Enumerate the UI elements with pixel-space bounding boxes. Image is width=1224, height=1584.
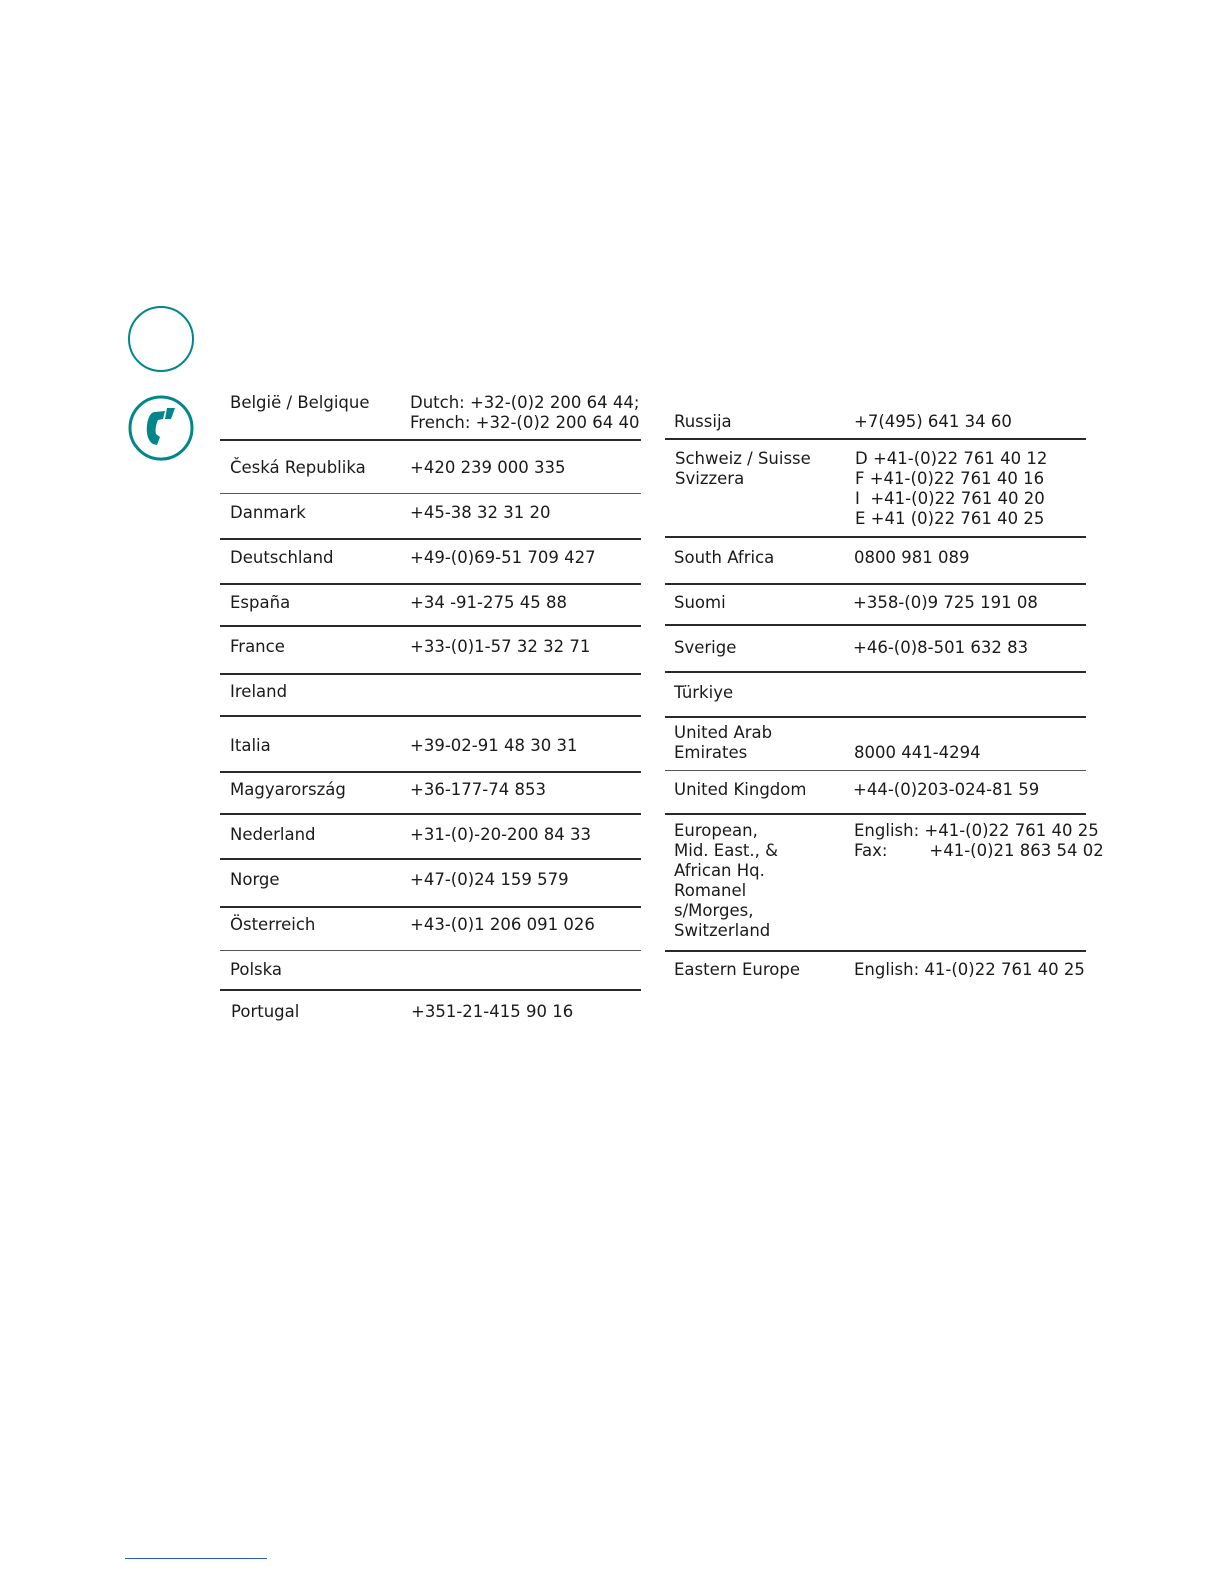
row-divider [665, 583, 1086, 585]
country-label: United Arab Emirates [674, 723, 773, 762]
phone-number: +420 239 000 335 [410, 458, 566, 477]
phone-number: +7(495) 641 34 60 [854, 412, 1012, 431]
phone-number: 0800 981 089 [854, 548, 970, 567]
empty-circle-icon [128, 306, 194, 372]
country-label: Italia [230, 736, 271, 755]
row-divider [220, 989, 641, 991]
country-label: Nederland [230, 825, 316, 844]
phone-number: +47-(0)24 159 579 [410, 870, 569, 889]
country-label: European, Mid. East., & African Hq. Romanel s/Morges, Switzerland [674, 821, 778, 940]
country-label: Schweiz / Suisse Svizzera [675, 449, 811, 488]
row-divider [220, 673, 641, 675]
country-label: España [230, 593, 291, 612]
phone-number: +44-(0)203-024-81 59 [853, 780, 1040, 799]
country-label: Magyarország [230, 780, 346, 799]
country-label: Danmark [230, 503, 306, 522]
row-divider [220, 813, 641, 815]
country-label: Suomi [674, 593, 726, 612]
phone-number: +33-(0)1-57 32 32 71 [410, 637, 591, 656]
row-divider [220, 950, 641, 951]
country-label: Polska [230, 960, 283, 979]
country-label: Sverige [674, 638, 737, 657]
country-label: Ireland [230, 682, 288, 701]
country-label: Österreich [230, 915, 316, 934]
row-divider [220, 906, 641, 908]
country-label: France [230, 637, 285, 656]
country-label: Türkiye [674, 683, 734, 702]
row-divider [665, 536, 1086, 538]
phone-number: English: +41-(0)22 761 40 25 Fax: +41-(0)21 863 54 02 [854, 821, 1104, 860]
phone-number: +351-21-415 90 16 [411, 1002, 574, 1021]
phone-number: +36-177-74 853 [410, 780, 546, 799]
row-divider [665, 438, 1086, 440]
country-label: South Africa [674, 548, 775, 567]
phone-number: +39-02-91 48 30 31 [410, 736, 578, 755]
row-divider [665, 950, 1086, 952]
row-divider [220, 625, 641, 627]
phone-number: +45-38 32 31 20 [410, 503, 551, 522]
row-divider [220, 858, 641, 860]
row-divider [665, 624, 1086, 626]
phone-number: +358-(0)9 725 191 08 [853, 593, 1038, 612]
phone-number: +43-(0)1 206 091 026 [410, 915, 595, 934]
country-label: Norge [230, 870, 280, 889]
row-divider [665, 716, 1086, 718]
phone-icon [126, 395, 196, 465]
country-label: Eastern Europe [674, 960, 800, 979]
phone-number: +46-(0)8-501 632 83 [853, 638, 1029, 657]
row-divider [665, 671, 1086, 673]
row-divider [220, 715, 641, 717]
country-label: België / Belgique [230, 393, 370, 412]
row-divider [220, 439, 641, 441]
row-divider [220, 583, 641, 585]
row-divider [665, 813, 1086, 815]
row-divider [220, 771, 641, 773]
country-label: Russija [674, 412, 732, 431]
country-label: Česká Republika [230, 458, 366, 477]
phone-number: Dutch: +32-(0)2 200 64 44; French: +32-(0)2 200 64 40 [410, 393, 640, 432]
footer-rule [125, 1558, 267, 1559]
phone-number: English: 41-(0)22 761 40 25 [854, 960, 1085, 979]
phone-number: D +41-(0)22 761 40 12 F +41-(0)22 761 40 16 I +41-(0)22 761 40 20 E +41 (0)22 761 40 25 [855, 449, 1048, 528]
row-divider [220, 538, 641, 540]
row-divider [220, 493, 641, 494]
country-label: Deutschland [230, 548, 334, 567]
phone-number: +31-(0)-20-200 84 33 [410, 825, 592, 844]
country-label: Portugal [231, 1002, 300, 1021]
phone-number: +49-(0)69-51 709 427 [410, 548, 596, 567]
phone-number: 8000 441-4294 [854, 743, 981, 762]
country-label: United Kingdom [674, 780, 807, 799]
phone-number: +34 -91-275 45 88 [410, 593, 567, 612]
row-divider [665, 770, 1086, 771]
